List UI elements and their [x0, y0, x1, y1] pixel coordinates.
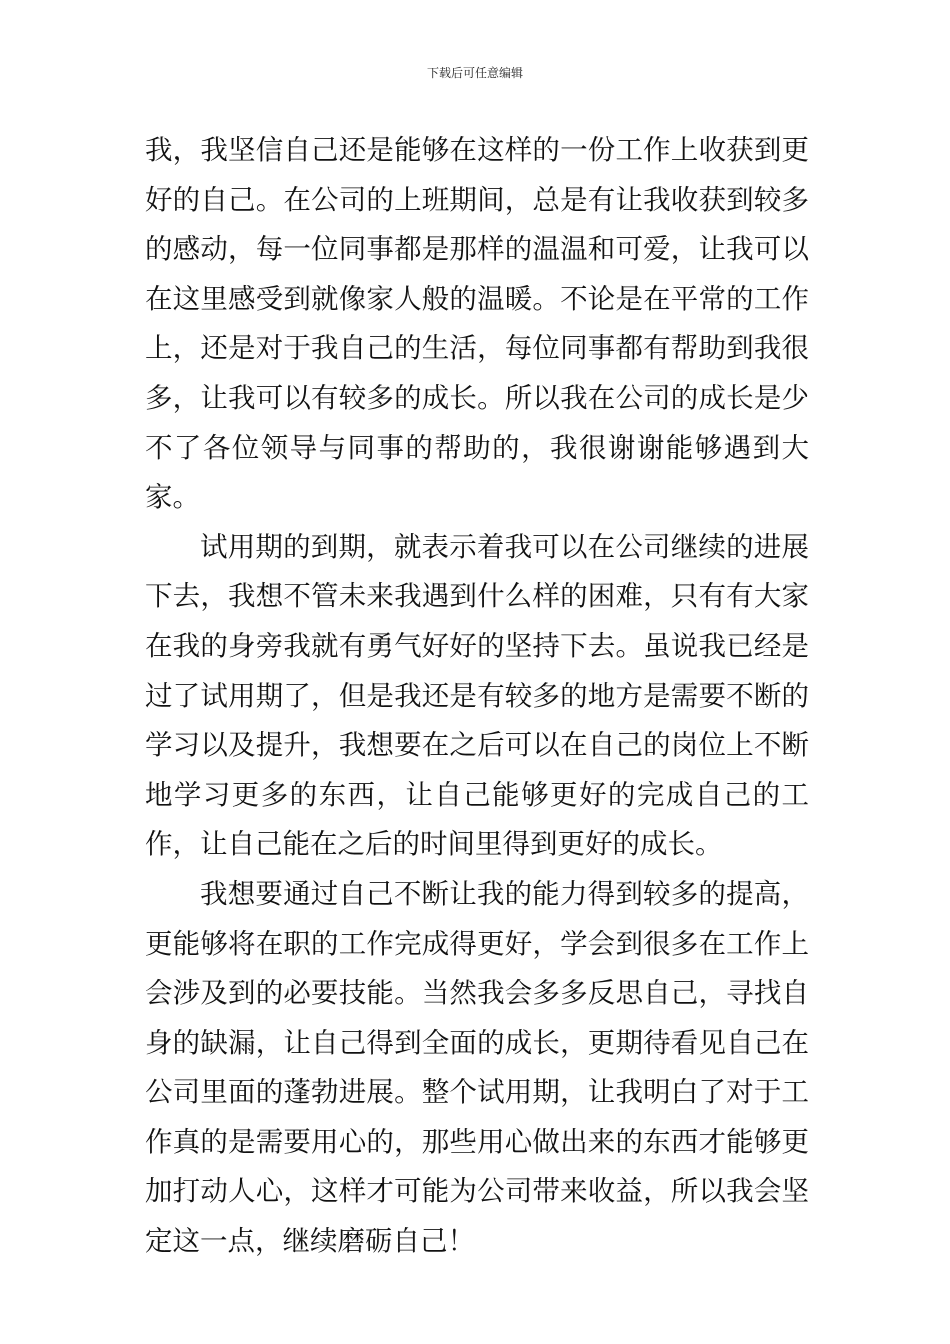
paragraph-1: 我，我坚信自己还是能够在这样的一份工作上收获到更好的自己。在公司的上班期间，总是有让我收获到较多的感动，每一位同事都是那样的温温和可爱，让我可以在这里感受到就像家人般的温暖。不论是在平常的工作上，还是对于我自己的生活，每位同事都有帮助到我很多，让我可以有较多的成长。所以我在公司的成长是少不了各位领导与同事的帮助的，我很谢谢能够遇到大家。 [145, 134, 809, 514]
paragraph-2: 试用期的到期，就表示着我可以在公司继续的进展下去，我想不管未来我遇到什么样的困难，只有有大家在我的身旁我就有勇气好好的坚持下去。虽说我已经是过了试用期了，但是我还是有较多的地方是需要不断的学习以及提升，我想要在之后可以在自己的岗位上不断地学习更多的东西，让自己能够更好的完成自己的工作，让自己能在之后的时间里得到更好的成长。 [145, 530, 809, 861]
paragraph-3: 我想要通过自己不断让我的能力得到较多的提高，更能够将在职的工作完成得更好，学会到很多在工作上会涉及到的必要技能。当然我会多多反思自己，寻找自身的缺漏，让自己得到全面的成长，更期待看见自己在公司里面的蓬勃进展。整个试用期，让我明白了对于工作真的是需要用心的，那些用心做出来的东西才能够更加打动人心，这样才可能为公司带来收益，所以我会坚定这一点，继续磨砺自己！ [145, 877, 809, 1258]
page-header: 下载后可任意编辑 [426, 66, 523, 80]
document-body [145, 126, 809, 1267]
